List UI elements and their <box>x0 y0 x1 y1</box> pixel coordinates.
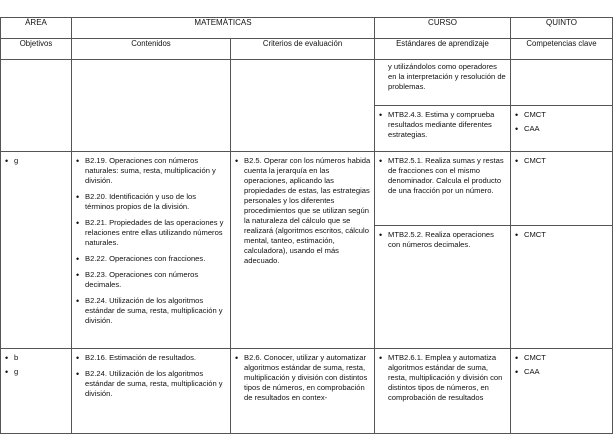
competencia-item: • CAA <box>514 367 609 377</box>
standard-cell <box>375 106 511 152</box>
standard-text: y utilizándolos como operadores en la interpretación y resolución de problemas. <box>388 62 506 91</box>
contenidos-cell <box>72 60 231 152</box>
table-row <box>1 152 613 226</box>
standard-text: • MTB2.6.1. Emplea y automatiza algoritmos estándar de suma, resta, multiplicación y división con distintos tipos de números, en comprobación de resultados <box>378 353 507 403</box>
contenido-item: • B2.16. Estimación de resultados. <box>75 353 227 363</box>
standard-text: • MTB2.4.3. Estima y comprueba resultados mediante diferentes estrategias. <box>378 110 507 140</box>
contenido-item: • B2.22. Operaciones con fracciones. <box>75 254 227 264</box>
competencia-item: • CMCT <box>514 230 609 240</box>
standard-cell <box>375 152 511 226</box>
col-contenidos: Contenidos <box>72 39 231 60</box>
col-competencias: Competencias clave <box>511 39 613 60</box>
standard-text: • MTB2.5.2. Realiza operaciones con números decimales. <box>378 230 507 250</box>
competencias-cell <box>511 60 613 106</box>
objetivo-item: • g <box>4 156 68 166</box>
table-row <box>1 349 613 434</box>
curriculum-table <box>0 17 613 434</box>
standard-text: • MTB2.5.1. Realiza sumas y restas de fracciones con el mismo denominador. Calcula el producto de una fracción por un número. <box>378 156 507 196</box>
competencias-cell <box>511 226 613 349</box>
table-row <box>1 60 613 106</box>
contenido-item: • B2.21. Propiedades de las operaciones y relaciones entre ellas utilizando números naturales. <box>75 218 227 248</box>
contenidos-cell <box>72 349 231 434</box>
header-area: ÁREA <box>1 18 72 39</box>
criterio-cell <box>231 152 375 349</box>
contenido-item: • B2.24. Utilización de los algoritmos estándar de suma, resta, multiplicación y división. <box>75 369 227 399</box>
subheader-row <box>1 39 613 60</box>
objetivos-cell <box>1 60 72 152</box>
objetivo-item: • b <box>4 353 68 363</box>
col-criterios: Criterios de evaluación <box>231 39 375 60</box>
objetivo-item: • g <box>4 367 68 377</box>
competencias-cell <box>511 106 613 152</box>
criterio-text: • B2.5. Operar con los números habida cuenta la jerarquía en las operaciones, aplicando las propiedades de estas, las estrategias personales y los diferentes procedimientos que se utilizan según la naturaleza del cálculo que se realizará (algoritmos escritos, cálculo mental, tanteo, estimación, calculadora), usando el más adecuado. <box>234 156 371 266</box>
competencia-item: • CMCT <box>514 156 609 166</box>
competencia-item: • CMCT <box>514 110 609 120</box>
standard-cell <box>375 60 511 106</box>
col-estandares: Estándares de aprendizaje <box>375 39 511 60</box>
contenidos-cell <box>72 152 231 349</box>
contenido-item: • B2.24. Utilización de los algoritmos estándar de suma, resta, multiplicación y división. <box>75 296 227 326</box>
contenido-item: • B2.19. Operaciones con números naturales: suma, resta, multiplicación y división. <box>75 156 227 186</box>
header-course-label: CURSO <box>375 18 511 39</box>
standard-cell <box>375 349 511 434</box>
competencia-item: • CAA <box>514 124 609 134</box>
criterio-cell <box>231 349 375 434</box>
objetivos-cell <box>1 152 72 349</box>
competencias-cell <box>511 349 613 434</box>
header-course-value: QUINTO <box>511 18 613 39</box>
header-row <box>1 18 613 39</box>
criterio-cell <box>231 60 375 152</box>
competencias-cell <box>511 152 613 226</box>
objetivos-cell <box>1 349 72 434</box>
standard-cell <box>375 226 511 349</box>
header-subject: MATEMÁTICAS <box>72 18 375 39</box>
col-objetivos: Objetivos <box>1 39 72 60</box>
contenido-item: • B2.23. Operaciones con números decimales. <box>75 270 227 290</box>
criterio-text: • B2.6. Conocer, utilizar y automatizar algoritmos estándar de suma, resta, multiplicación y división con distintos tipos de números, en comprobación de resultados en contex- <box>234 353 371 403</box>
contenido-item: • B2.20. Identificación y uso de los términos propios de la división. <box>75 192 227 212</box>
competencia-item: • CMCT <box>514 353 609 363</box>
